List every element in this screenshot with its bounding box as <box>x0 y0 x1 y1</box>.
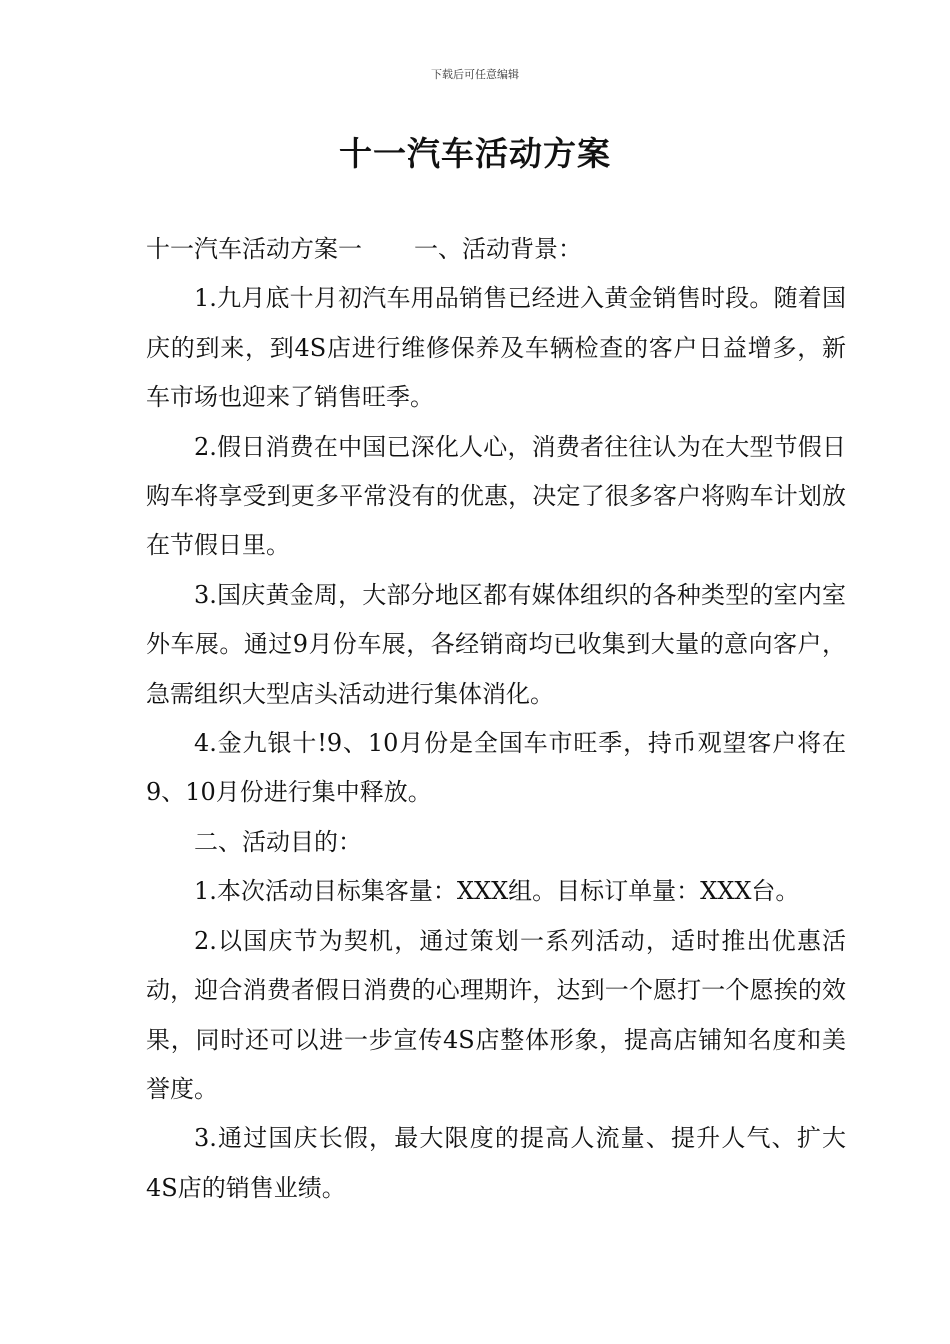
paragraph-background-1: 1.九月底十月初汽车用品销售已经进入黄金销售时段。随着国庆的到来，到4S店进行维修保养及车辆检查的客户日益增多，新车市场也迎来了销售旺季。 <box>146 284 846 412</box>
paragraph-background-3: 3.国庆黄金周，大部分地区都有媒体组织的各种类型的室内室外车展。通过9月份车展，各经销商均已收集到大量的意向客户，急需组织大型店头活动进行集体消化。 <box>146 580 846 708</box>
paragraph-background-4: 4.金九银十!9、10月份是全国车市旺季，持币观望客户将在9、10月份进行集中释放。 <box>146 729 846 807</box>
paragraph-goal-1: 1.本次活动目标集客量：XXX组。目标订单量：XXX台。 <box>194 877 800 906</box>
paragraph-background-2: 2.假日消费在中国已深化人心，消费者往往认为在大型节假日购车将享受到更多平常没有的优惠，决定了很多客户将购车计划放在节假日里。 <box>146 432 846 560</box>
section-heading-background: 一、活动背景： <box>414 235 582 263</box>
document-title: 十一汽车活动方案 <box>339 134 611 173</box>
document-body <box>146 225 846 1213</box>
paragraph-goal-2: 2.以国庆节为契机，通过策划一系列活动，适时推出优惠活动，迎合消费者假日消费的心理期许，达到一个愿打一个愿挨的效果，同时还可以进一步宣传4S店整体形象，提高店铺知名度和美誉度。 <box>146 926 846 1103</box>
paragraph-goal-3: 3.通过国庆长假，最大限度的提高人流量、提升人气、扩大4S店的销售业绩。 <box>146 1124 846 1202</box>
section-heading-goals: 二、活动目的： <box>194 827 362 856</box>
header-note: 下载后可任意编辑 <box>431 68 519 81</box>
intro-line <box>146 225 846 274</box>
intro-doc-label: 十一汽车活动方案一 <box>146 235 362 263</box>
